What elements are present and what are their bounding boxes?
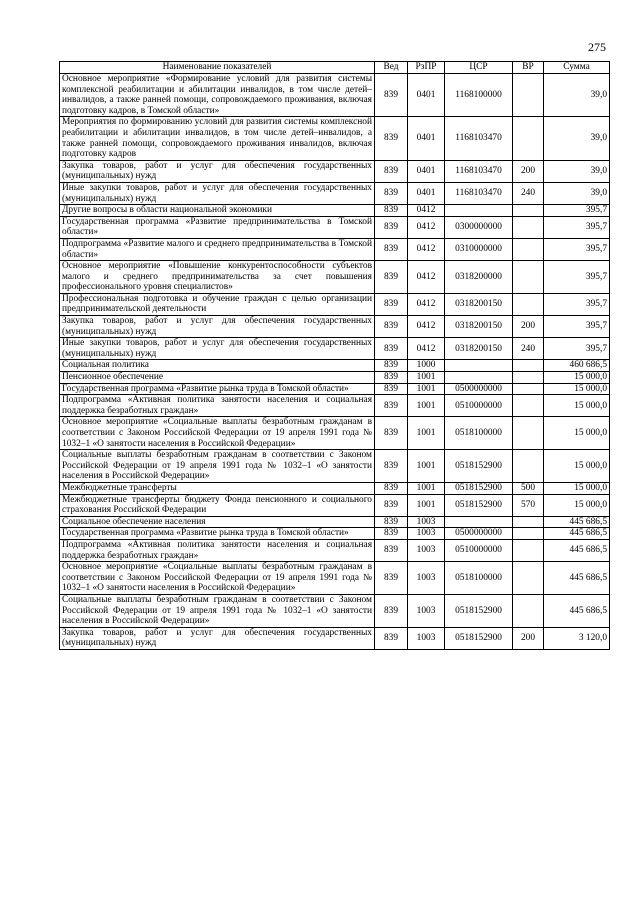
table-row xyxy=(60,117,610,160)
cell-csr xyxy=(445,372,513,384)
header-sum: Сумма xyxy=(544,62,610,74)
table-row xyxy=(60,74,610,117)
cell-name: Закупка товаров, работ и услуг для обеспечения государственных (муниципальных) нужд xyxy=(60,316,375,338)
cell-ved: 839 xyxy=(375,238,408,260)
cell-csr: 0500000000 xyxy=(445,383,513,395)
table-row xyxy=(60,238,610,260)
cell-csr: 0518100000 xyxy=(445,417,513,450)
cell-vr xyxy=(513,450,544,483)
cell-vr: 200 xyxy=(513,160,544,182)
header-ved: Вед xyxy=(375,62,408,74)
cell-vr xyxy=(513,395,544,417)
cell-ved: 839 xyxy=(375,74,408,117)
cell-sum: 39,0 xyxy=(544,160,610,182)
cell-ved: 839 xyxy=(375,494,408,516)
cell-vr xyxy=(513,293,544,315)
cell-rzpr: 0412 xyxy=(408,338,445,360)
table-row xyxy=(60,395,610,417)
header-name: Наименование показателей xyxy=(60,62,375,74)
cell-sum: 3 120,0 xyxy=(544,627,610,649)
cell-csr: 0518152900 xyxy=(445,627,513,649)
cell-vr xyxy=(513,594,544,627)
cell-rzpr: 1003 xyxy=(408,528,445,540)
header-csr: ЦСР xyxy=(445,62,513,74)
cell-rzpr: 1001 xyxy=(408,417,445,450)
cell-csr: 0318200150 xyxy=(445,338,513,360)
cell-ved: 839 xyxy=(375,562,408,595)
table-header xyxy=(60,62,610,74)
cell-rzpr: 1001 xyxy=(408,494,445,516)
cell-ved: 839 xyxy=(375,539,408,561)
cell-rzpr: 1001 xyxy=(408,450,445,483)
cell-name: Пенсионное обеспечение xyxy=(60,372,375,384)
table-row xyxy=(60,482,610,494)
cell-rzpr: 1003 xyxy=(408,627,445,649)
cell-ved: 839 xyxy=(375,528,408,540)
table-row xyxy=(60,528,610,540)
cell-vr xyxy=(513,516,544,528)
table-row xyxy=(60,494,610,516)
table-row xyxy=(60,316,610,338)
cell-vr xyxy=(513,205,544,217)
cell-name: Иные закупки товаров, работ и услуг для обеспечения государственных (муниципальных) нужд xyxy=(60,182,375,204)
cell-rzpr: 0412 xyxy=(408,238,445,260)
table-row xyxy=(60,160,610,182)
cell-sum: 15 000,0 xyxy=(544,372,610,384)
cell-name: Закупка товаров, работ и услуг для обеспечения государственных (муниципальных) нужд xyxy=(60,160,375,182)
cell-sum: 445 686,5 xyxy=(544,594,610,627)
cell-rzpr: 0412 xyxy=(408,216,445,238)
cell-ved: 839 xyxy=(375,516,408,528)
table-row xyxy=(60,338,610,360)
cell-vr: 200 xyxy=(513,627,544,649)
cell-name: Межбюджетные трансферты бюджету Фонда пенсионного и социального страхования Российской Федерации xyxy=(60,494,375,516)
table-row xyxy=(60,261,610,294)
table-row xyxy=(60,383,610,395)
cell-rzpr: 1003 xyxy=(408,562,445,595)
cell-sum: 445 686,5 xyxy=(544,516,610,528)
cell-csr: 1168103470 xyxy=(445,182,513,204)
cell-rzpr: 0401 xyxy=(408,74,445,117)
table-row xyxy=(60,627,610,649)
cell-ved: 839 xyxy=(375,182,408,204)
cell-ved: 839 xyxy=(375,216,408,238)
cell-rzpr: 1000 xyxy=(408,360,445,372)
cell-sum: 395,7 xyxy=(544,261,610,294)
cell-ved: 839 xyxy=(375,261,408,294)
cell-sum: 395,7 xyxy=(544,293,610,315)
cell-vr xyxy=(513,562,544,595)
cell-rzpr: 0401 xyxy=(408,160,445,182)
cell-vr: 570 xyxy=(513,494,544,516)
cell-sum: 39,0 xyxy=(544,182,610,204)
cell-ved: 839 xyxy=(375,417,408,450)
table-row xyxy=(60,539,610,561)
cell-csr xyxy=(445,516,513,528)
table-row xyxy=(60,450,610,483)
cell-csr: 0318200000 xyxy=(445,261,513,294)
cell-name: Другие вопросы в области национальной экономики xyxy=(60,205,375,217)
cell-rzpr: 1003 xyxy=(408,516,445,528)
cell-sum: 15 000,0 xyxy=(544,383,610,395)
cell-vr: 240 xyxy=(513,338,544,360)
cell-name: Социальная политика xyxy=(60,360,375,372)
table-row xyxy=(60,417,610,450)
cell-rzpr: 0412 xyxy=(408,261,445,294)
cell-vr xyxy=(513,360,544,372)
cell-sum: 460 686,5 xyxy=(544,360,610,372)
cell-name: Государственная программа «Развитие предпринимательства в Томской области» xyxy=(60,216,375,238)
cell-vr: 240 xyxy=(513,182,544,204)
cell-name: Основное мероприятие «Социальные выплаты безработным гражданам в соответствии с Законом Российской Федерации от 19 апреля 1991 года № 1032–1 «О занятости населения в Российской Федерации» xyxy=(60,417,375,450)
cell-vr xyxy=(513,238,544,260)
table-row xyxy=(60,516,610,528)
cell-vr xyxy=(513,372,544,384)
cell-vr: 200 xyxy=(513,316,544,338)
cell-ved: 839 xyxy=(375,293,408,315)
table-row xyxy=(60,360,610,372)
cell-rzpr: 1001 xyxy=(408,383,445,395)
cell-sum: 395,7 xyxy=(544,316,610,338)
cell-ved: 839 xyxy=(375,450,408,483)
cell-csr xyxy=(445,205,513,217)
header-rzpr: РзПР xyxy=(408,62,445,74)
cell-sum: 15 000,0 xyxy=(544,494,610,516)
cell-ved: 839 xyxy=(375,482,408,494)
cell-vr xyxy=(513,117,544,160)
cell-rzpr: 1001 xyxy=(408,372,445,384)
cell-ved: 839 xyxy=(375,160,408,182)
cell-ved: 839 xyxy=(375,360,408,372)
cell-name: Подпрограмма «Развитие малого и среднего предпринимательства в Томской области» xyxy=(60,238,375,260)
cell-csr: 0510000000 xyxy=(445,395,513,417)
cell-rzpr: 0401 xyxy=(408,182,445,204)
cell-rzpr: 0412 xyxy=(408,205,445,217)
cell-sum: 445 686,5 xyxy=(544,562,610,595)
header-vr: ВР xyxy=(513,62,544,74)
cell-csr: 1168103470 xyxy=(445,160,513,182)
cell-csr xyxy=(445,360,513,372)
cell-ved: 839 xyxy=(375,383,408,395)
cell-name: Государственная программа «Развитие рынка труда в Томской области» xyxy=(60,528,375,540)
cell-csr: 0518152900 xyxy=(445,494,513,516)
cell-vr xyxy=(513,74,544,117)
cell-ved: 839 xyxy=(375,594,408,627)
cell-name: Межбюджетные трансферты xyxy=(60,482,375,494)
cell-csr: 0318200150 xyxy=(445,293,513,315)
cell-csr: 0518100000 xyxy=(445,562,513,595)
cell-sum: 395,7 xyxy=(544,205,610,217)
cell-ved: 839 xyxy=(375,627,408,649)
cell-sum: 395,7 xyxy=(544,238,610,260)
cell-csr: 0518152900 xyxy=(445,450,513,483)
cell-csr: 0518152900 xyxy=(445,594,513,627)
cell-sum: 395,7 xyxy=(544,338,610,360)
cell-sum: 445 686,5 xyxy=(544,539,610,561)
cell-sum: 445 686,5 xyxy=(544,528,610,540)
budget-table xyxy=(59,61,610,650)
cell-name: Мероприятия по формированию условий для развития системы комплексной реабилитации и абилитации инвалидов, в том числе детей–инвалидов, а также ранней помощи, сопровождаемого проживания инвалидов, включая подготовку кадров xyxy=(60,117,375,160)
table-row xyxy=(60,562,610,595)
cell-name: Социальные выплаты безработным гражданам в соответствии с Законом Российской Федерации от 19 апреля 1991 года № 1032–1 «О занятости населения в Российской Федерации» xyxy=(60,594,375,627)
cell-ved: 839 xyxy=(375,372,408,384)
cell-sum: 15 000,0 xyxy=(544,417,610,450)
cell-rzpr: 0412 xyxy=(408,316,445,338)
cell-vr xyxy=(513,383,544,395)
table-row xyxy=(60,216,610,238)
cell-csr: 0518152900 xyxy=(445,482,513,494)
table-row xyxy=(60,182,610,204)
cell-vr xyxy=(513,417,544,450)
table-row xyxy=(60,372,610,384)
cell-rzpr: 0412 xyxy=(408,293,445,315)
cell-sum: 15 000,0 xyxy=(544,450,610,483)
cell-rzpr: 1003 xyxy=(408,539,445,561)
cell-vr xyxy=(513,539,544,561)
cell-name: Социальные выплаты безработным гражданам в соответствии с Законом Российской Федерации от 19 апреля 1991 года № 1032–1 «О занятости населения в Российской Федерации» xyxy=(60,450,375,483)
cell-csr: 0500000000 xyxy=(445,528,513,540)
cell-rzpr: 1001 xyxy=(408,482,445,494)
cell-ved: 839 xyxy=(375,316,408,338)
cell-name: Подпрограмма «Активная политика занятости населения и социальная поддержка безработных граждан» xyxy=(60,395,375,417)
cell-name: Основное мероприятие «Формирование условий для развития системы комплексной реабилитации и абилитации инвалидов, в том числе детей–инвалидов, а также ранней помощи, сопровождаемого проживания, включая подготовку кадров, в Томской области» xyxy=(60,74,375,117)
cell-name: Основное мероприятие «Повышение конкурентоспособности субъектов малого и среднего предпринимательства за счет повышения профессионального уровня специалистов» xyxy=(60,261,375,294)
cell-rzpr: 0401 xyxy=(408,117,445,160)
cell-sum: 15 000,0 xyxy=(544,395,610,417)
cell-csr: 1168103470 xyxy=(445,117,513,160)
cell-rzpr: 1001 xyxy=(408,395,445,417)
cell-sum: 395,7 xyxy=(544,216,610,238)
table-row xyxy=(60,205,610,217)
cell-sum: 39,0 xyxy=(544,74,610,117)
cell-sum: 15 000,0 xyxy=(544,482,610,494)
cell-csr: 0310000000 xyxy=(445,238,513,260)
cell-name: Государственная программа «Развитие рынка труда в Томской области» xyxy=(60,383,375,395)
cell-name: Основное мероприятие «Социальные выплаты безработным гражданам в соответствии с Законом Российской Федерации от 19 апреля 1991 года № 1032–1 «О занятости населения в Российской Федерации» xyxy=(60,562,375,595)
cell-vr xyxy=(513,216,544,238)
cell-vr xyxy=(513,261,544,294)
cell-ved: 839 xyxy=(375,395,408,417)
cell-rzpr: 1003 xyxy=(408,594,445,627)
cell-ved: 839 xyxy=(375,205,408,217)
table-row xyxy=(60,594,610,627)
cell-csr: 0318200150 xyxy=(445,316,513,338)
cell-name: Иные закупки товаров, работ и услуг для обеспечения государственных (муниципальных) нужд xyxy=(60,338,375,360)
cell-name: Подпрограмма «Активная политика занятости населения и социальная поддержка безработных граждан» xyxy=(60,539,375,561)
cell-ved: 839 xyxy=(375,117,408,160)
table-row xyxy=(60,293,610,315)
cell-name: Социальное обеспечение населения xyxy=(60,516,375,528)
cell-name: Закупка товаров, работ и услуг для обеспечения государственных (муниципальных) нужд xyxy=(60,627,375,649)
cell-csr: 0300000000 xyxy=(445,216,513,238)
cell-vr: 500 xyxy=(513,482,544,494)
cell-vr xyxy=(513,528,544,540)
table-body xyxy=(60,74,610,650)
cell-csr: 1168100000 xyxy=(445,74,513,117)
page-number: 275 xyxy=(588,40,606,54)
cell-name: Профессиональная подготовка и обучение граждан с целью организации предпринимательской деятельности xyxy=(60,293,375,315)
cell-csr: 0510000000 xyxy=(445,539,513,561)
cell-sum: 39,0 xyxy=(544,117,610,160)
cell-ved: 839 xyxy=(375,338,408,360)
